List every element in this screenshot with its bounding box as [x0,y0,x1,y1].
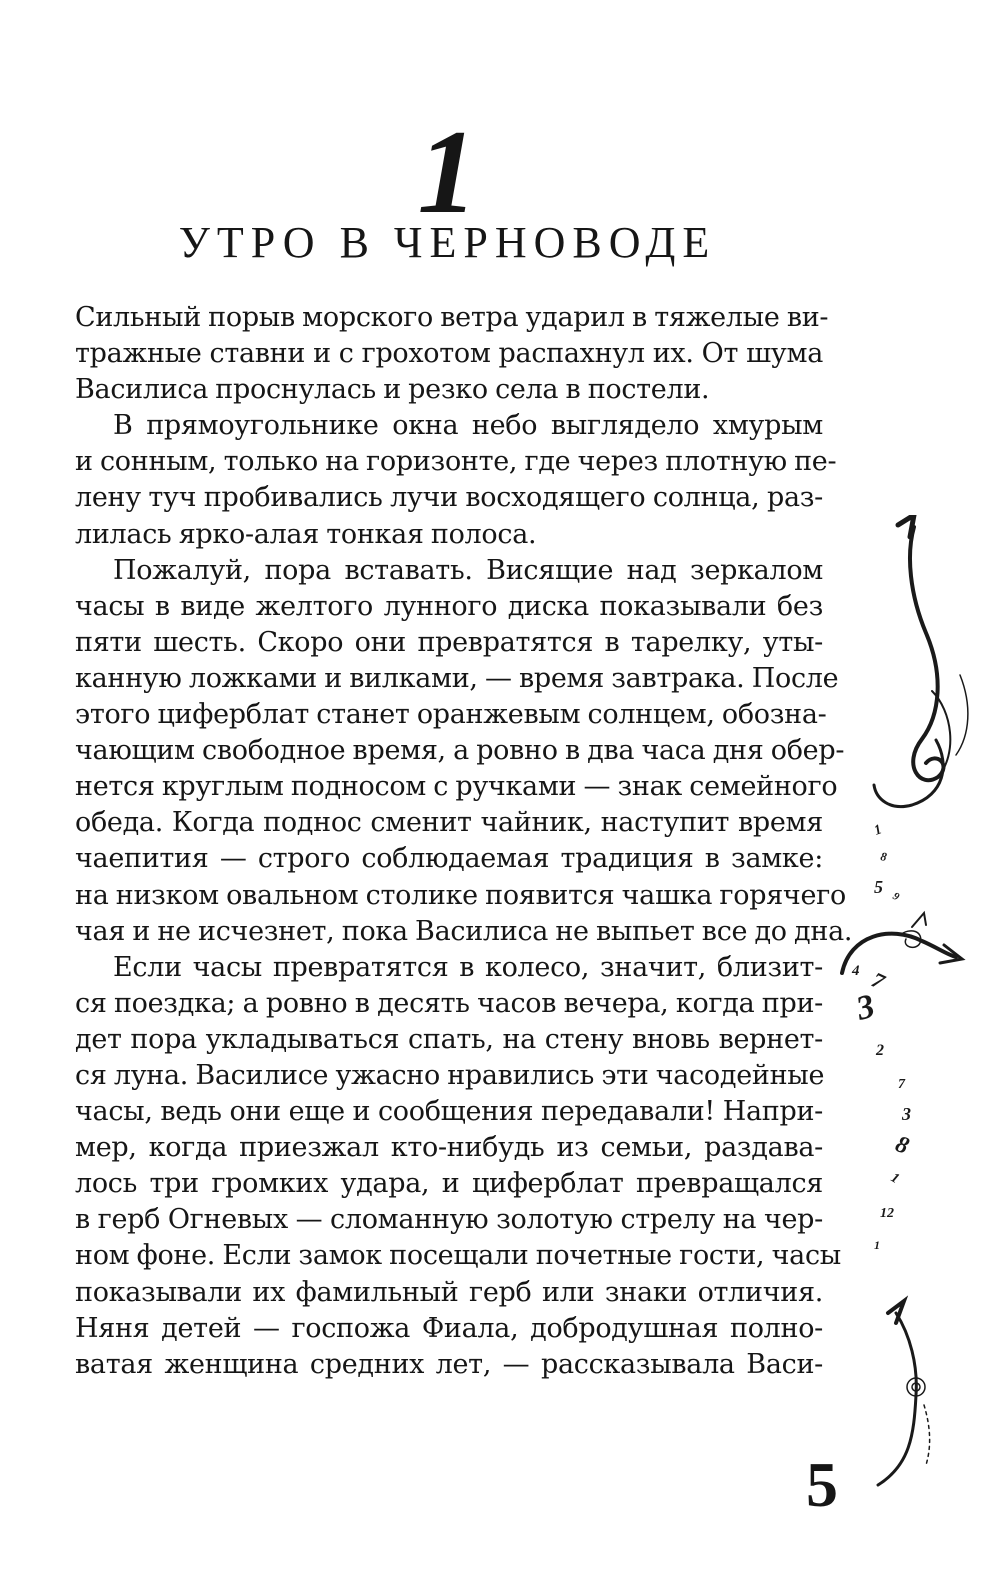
clock-digit: 5 [874,877,883,897]
text-line: лось три громких удара, и циферблат превращался [75,1168,823,1200]
text-line: и сонным, только на горизонте, где через плотную пе- [75,446,837,478]
clock-digit: 2 [876,1042,884,1059]
text-line: показывали их фамильный герб или знаки отличия. [75,1276,823,1308]
text-line: дет пора укладываться спать, на стену вновь вернет- [75,1023,823,1055]
text-line: ватая женщина средних лет, — рассказывала Васи- [75,1348,823,1380]
clock-digit: 4 [852,963,860,979]
text-line: часы, ведь они еще и сообщения передавали! Напри- [75,1096,823,1128]
clock-digit: 7 [867,966,889,995]
clock-digit: 9 [890,890,902,904]
text-line: канную ложками и вилками, — время завтрака. После [75,662,839,694]
text-line: мер, когда приезжал кто-нибудь из семьи, раздава- [75,1132,823,1164]
clock-digit: 8 [879,849,888,864]
upper-swirl-ornament [874,515,968,807]
text-line: Няня детей — госпожа Фиала, добродушная полно- [75,1312,823,1344]
clock-digit: 1 [888,1170,902,1187]
text-line: часы в виде желтого лунного диска показывали без [75,590,823,622]
text-line: ся поездка; а ровно в десять часов вечера, когда при- [75,987,823,1019]
text-line: обеда. Когда поднос сменит чайник, наступит время [75,807,823,839]
clock-digit: 1 [872,822,884,839]
clock-digit: 3 [902,1104,911,1124]
text-line: Если часы превратятся в колесо, значит, близит- [113,951,823,983]
text-line: чающим свободное время, а ровно в два часа дня обер- [75,735,845,767]
text-line: Сильный порыв морского ветра ударил в тяжелые ви- [75,302,829,333]
text-line: Пожалуй, пора вставать. Висящие над зеркалом [113,554,823,586]
text-line: этого циферблат станет оранжевым солнцем, обозна- [75,699,827,731]
text-line: Василиса проснулась и резко села в постели. [75,374,710,406]
page-number: 5 [806,1449,838,1520]
chapter-body-text [75,300,853,1383]
clock-digit: 12 [880,1206,894,1221]
text-line: чая и не исчезнет, пока Василиса не выпьет все до дна. [75,915,853,947]
clock-digit: 3 [852,987,879,1028]
text-line: лену туч пробивались лучи восходящего солнца, раз- [75,482,823,514]
text-line: лилась ярко-алая тонкая полоса. [75,518,537,550]
lower-swirl-ornament [878,1301,930,1485]
text-line: чаепития — строго соблюдаемая традиция в замке: [75,843,823,875]
clock-ornament-decoration [840,515,980,1505]
text-line: нется круглым подносом с ручками — знак семейного [75,771,838,803]
clock-digit: 1 [874,1238,880,1252]
text-line: ном фоне. Если замок посещали почетные гости, часы [75,1240,841,1272]
clock-scattered-digits [851,822,912,1252]
text-line: В прямоугольнике окна небо выглядело хмурым [113,410,823,442]
text-line: тражные ставни и с грохотом распахнул их. От шума [75,338,823,370]
text-line: ся луна. Василисе ужасно нравились эти часодейные [75,1059,825,1091]
text-line: на низком овальном столике появится чашка горячего [75,879,846,911]
text-line: пяти шесть. Скоро они превратятся в тарелку, уты- [75,626,823,658]
text-line: в герб Огневых — сломанную золотую стрелу на чер- [75,1204,823,1236]
chapter-number: 1 [417,105,478,238]
clock-digit: 8 [891,1131,913,1160]
chapter-title: УТРО В ЧЕРНОВОДЕ [178,218,717,267]
clock-digit: 7 [898,1077,905,1092]
clock-hands-ornament [842,913,962,973]
